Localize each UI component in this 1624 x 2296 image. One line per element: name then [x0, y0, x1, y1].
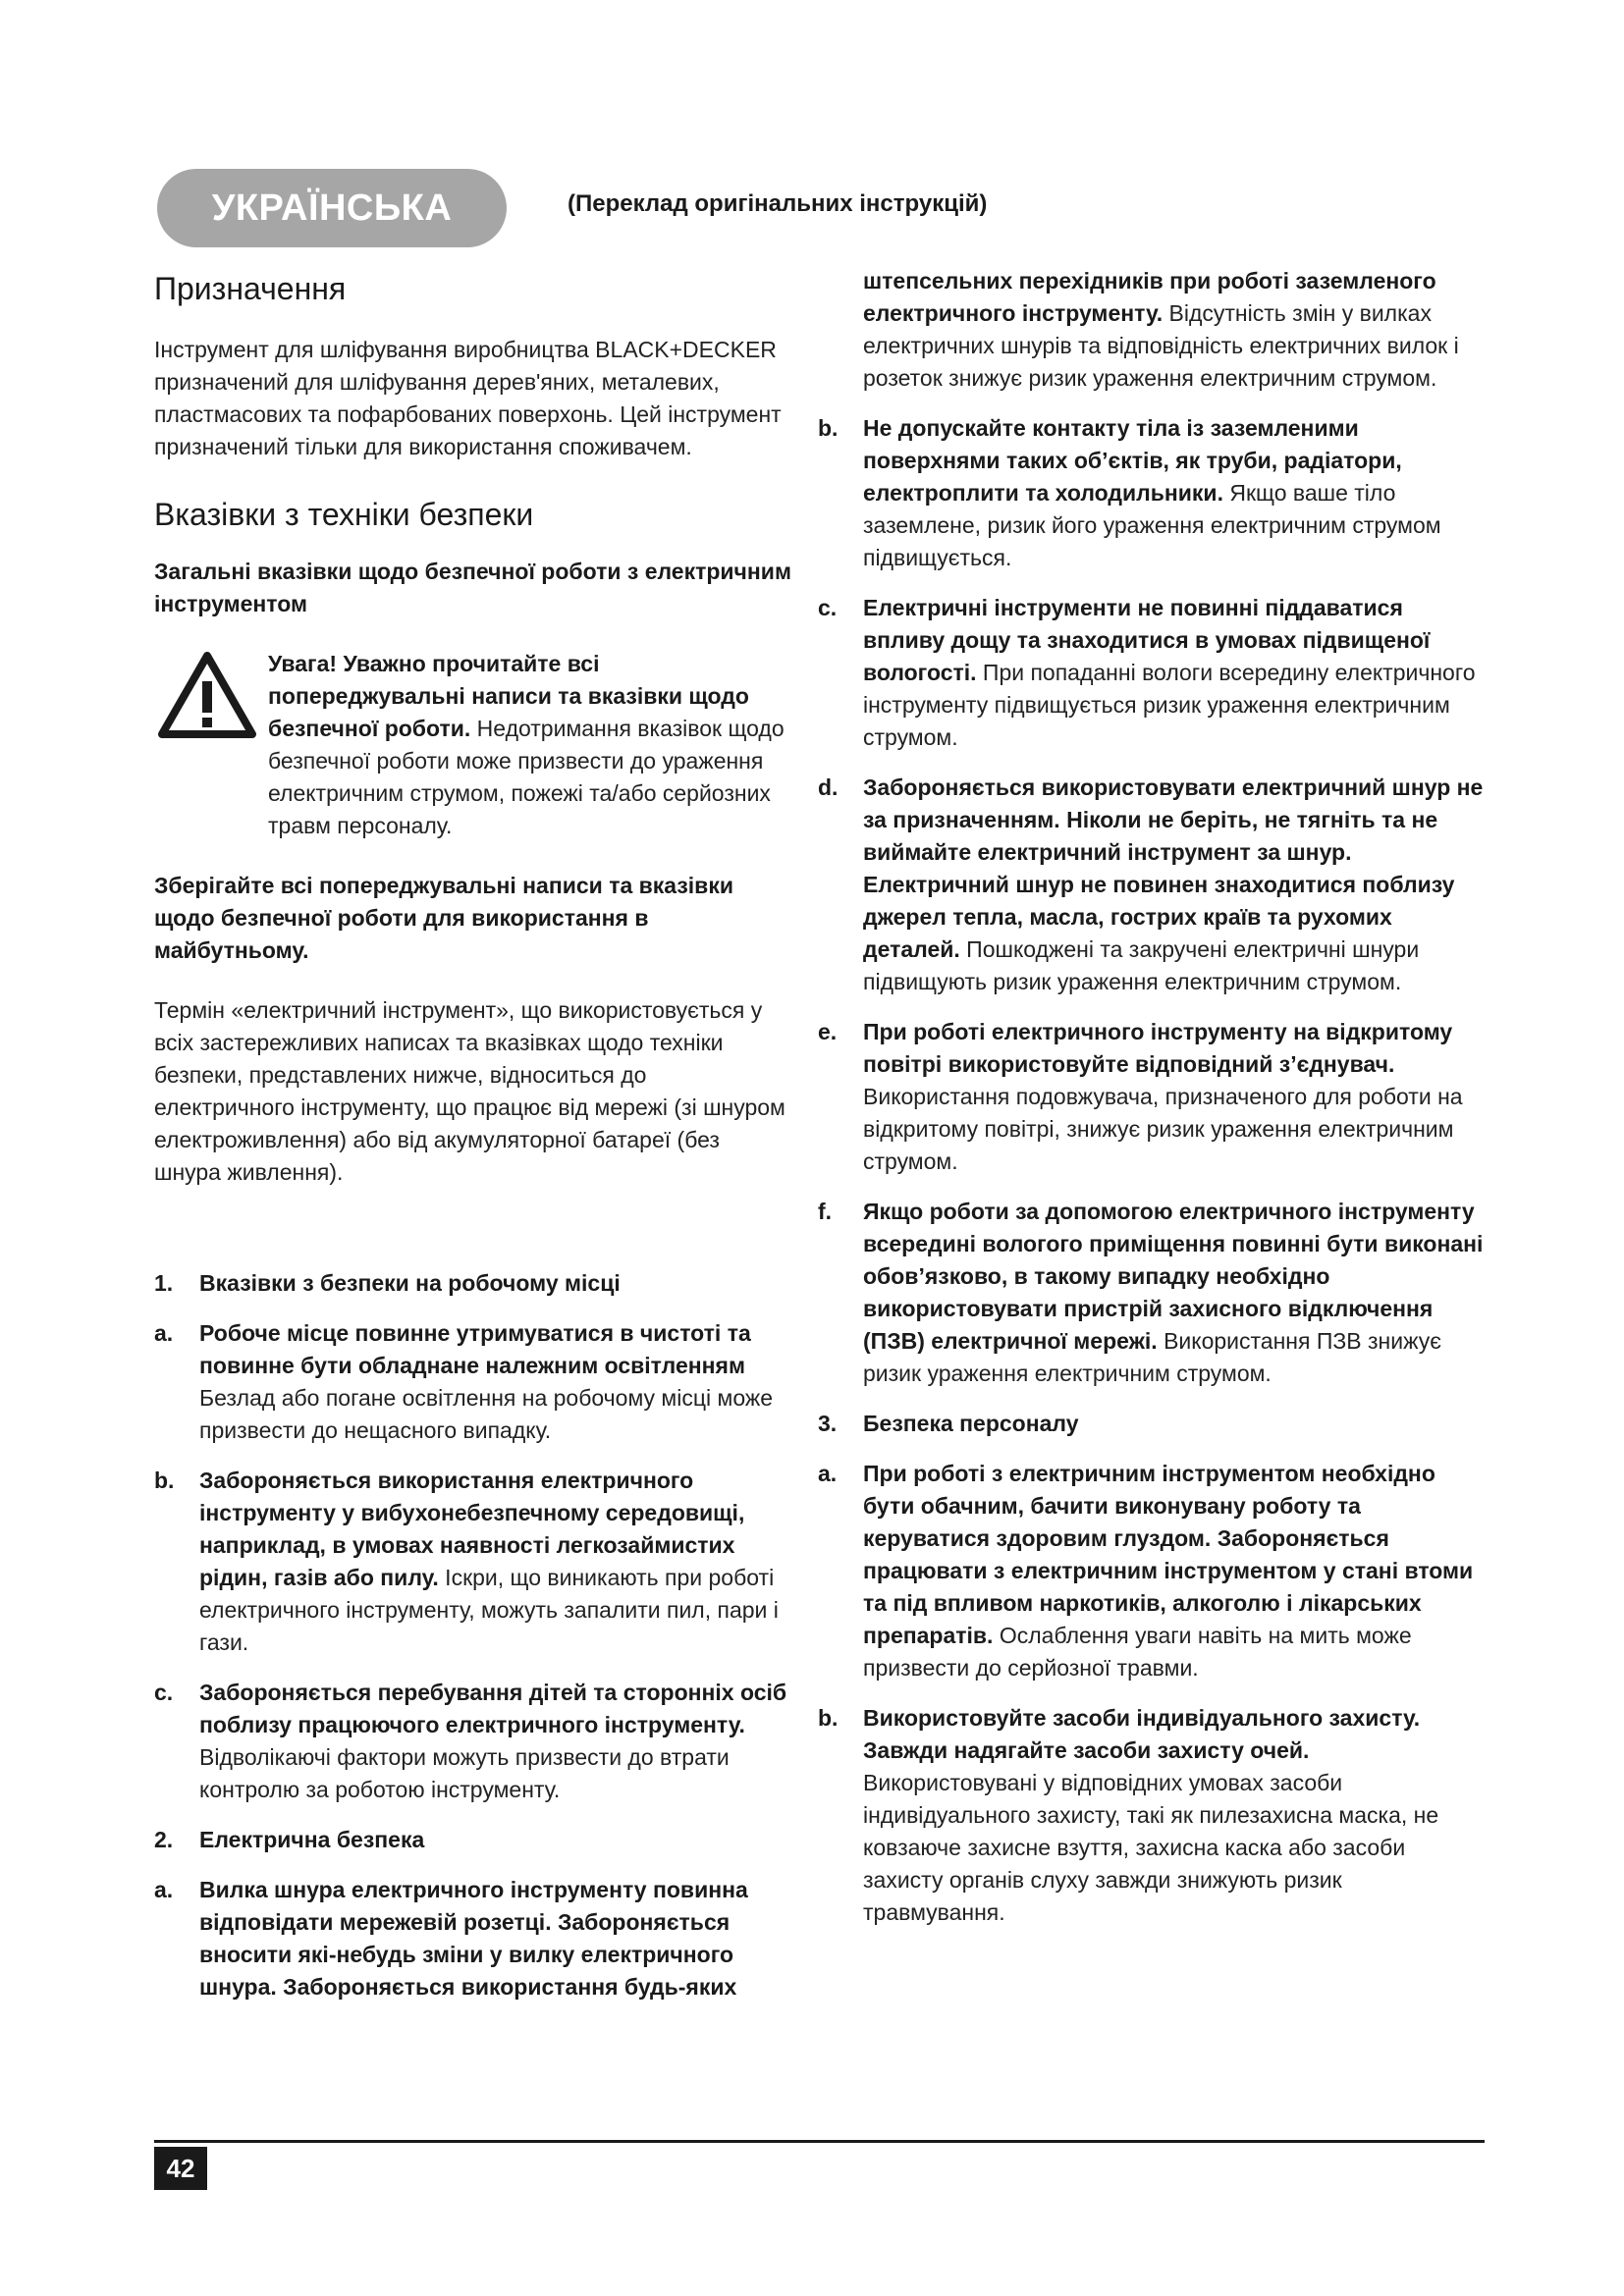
item-1c-text: Відволікаючі фактори можуть призвести до втрати контролю за роботою інструменту. [199, 1744, 730, 1802]
item-3a [818, 1458, 1486, 1684]
item-2a-label: a. [154, 1877, 174, 1902]
item-3a-bold: При роботі з електричним інструментом необхідно бути обачним, бачити виконувану роботу та керуватися здоровим глуздом. Забороняється працювати з електричним інструментом у стані втоми та під впливом наркотиків, алкоголю і лікарських препаратів. [863, 1461, 1474, 1648]
term-definition: Термін «електричний інструмент», що використовується у всіх застережливих написах та вказівках щодо техніки безпеки, представлених нижче, відноситься до електричного інструменту, що працює від мережі (зі шнуром електроживлення) або від акумуляторної батареї (без шнура живлення). [154, 997, 785, 1185]
item-2a-continued [818, 265, 1486, 395]
warning-triangle-icon [158, 652, 256, 738]
safety-heading: Вказівки з техніки безпеки [154, 497, 534, 532]
item-2d-label: d. [818, 774, 839, 800]
item-3b-label: b. [818, 1705, 839, 1731]
section-1-heading [154, 1267, 792, 1300]
purpose-heading: Призначення [154, 271, 347, 306]
item-2f [818, 1196, 1486, 1390]
item-2e-bold: При роботі електричного інструменту на відкритому повітрі використовуйте відповідний з’єднувач. [863, 1019, 1453, 1077]
item-1c-label: c. [154, 1680, 174, 1705]
item-1b [154, 1465, 792, 1659]
item-3b [818, 1702, 1486, 1929]
item-2f-bold: Якщо роботи за допомогою електричного інструменту всередині вологого приміщення повинні бути виконані обов’язково, в такому випадку необхідно використовувати пристрій захисного відключення (ПЗВ) електричної мережі. [863, 1199, 1484, 1354]
item-2e-text: Використання подовжувача, призначеного для роботи на відкритому повітрі, знижує ризик ураження електричним струмом. [863, 1084, 1463, 1174]
item-2f-text: Використання ПЗВ знижує ризик ураження електричним струмом. [863, 1328, 1441, 1386]
item-1b-bold: Забороняється використання електричного інструменту у вибухонебезпечному середовищі, наприклад, в умовах наявності легкозаймистих рідин, газів або пилу. [199, 1468, 745, 1590]
item-3b-bold: Використовуйте засоби індивідуального захисту. Завжди надягайте засоби захисту очей. [863, 1705, 1421, 1763]
warning-block [154, 648, 792, 842]
item-2a-cont-bold: штепсельних перехідників при роботі заземленого електричного інструменту. [863, 268, 1436, 326]
item-2c [818, 592, 1486, 754]
item-2f-label: f. [818, 1199, 833, 1224]
item-1b-label: b. [154, 1468, 175, 1493]
item-1c [154, 1677, 792, 1806]
section-3-heading [818, 1408, 1486, 1440]
footer-rule [154, 2140, 1485, 2143]
translation-note: (Переклад оригінальних інструкцій) [568, 190, 988, 217]
item-2b-label: b. [818, 415, 839, 441]
section-2-heading [154, 1824, 792, 1856]
item-1c-bold: Забороняється перебування дітей та сторонніх осіб поблизу працюючого електричного інструменту. [199, 1680, 787, 1737]
item-2b-text: Якщо ваше тіло заземлене, ризик його ураження електричним струмом підвищується. [863, 480, 1441, 570]
item-2b-bold: Не допускайте контакту тіла із заземленими поверхнями таких об’єктів, як труби, радіатори, електроплити та холодильники. [863, 415, 1402, 506]
language-badge: УКРАЇНСЬКА [157, 169, 507, 247]
item-2c-bold: Електричні інструменти не повинні піддаватися впливу дощу та знаходитися в умовах підвищеної вологості. [863, 595, 1431, 685]
section-2-number: 2. [154, 1827, 174, 1852]
page-number: 42 [154, 2147, 207, 2190]
item-1a-label: a. [154, 1320, 174, 1346]
item-1a-bold: Робоче місце повинне утримуватися в чистоті та повинне бути обладнане належним освітленням [199, 1320, 751, 1378]
item-1b-text: Іскри, що виникають при роботі електричного інструменту, можуть запалити пил, пари і гази. [199, 1565, 779, 1655]
item-2c-label: c. [818, 595, 838, 620]
item-2a-cont-text: Відсутність змін у вилках електричних шнурів та відповідність електричних вилок і розеток знижує ризик ураження електричним струмом. [863, 300, 1459, 391]
item-2b [818, 412, 1486, 574]
section-1-title: Вказівки з безпеки на робочому місці [199, 1270, 621, 1296]
item-1a-text: Безлад або погане освітлення на робочому місці може призвести до нещасного випадку. [199, 1385, 774, 1443]
section-2-title: Електрична безпека [199, 1827, 425, 1852]
right-column [818, 265, 1486, 1929]
item-2d [818, 772, 1486, 998]
item-3b-text: Використовувані у відповідних умовах засоби індивідуального захисту, такі як пилезахисна маска, не ковзаюче захисне взуття, захисна каска або засоби захисту органів слуху завжди знижують ризик травмування. [863, 1770, 1439, 1925]
warning-rest: Недотримання вказівок щодо безпечної роботи може призвести до ураження електричним струмом, пожежі та/або серйозних травм персоналу. [268, 716, 785, 838]
item-2a [154, 1874, 792, 2003]
section-3-number: 3. [818, 1411, 838, 1436]
save-instructions: Зберігайте всі попереджувальні написи та вказівки щодо безпечної роботи для використання в майбутньому. [154, 873, 733, 963]
purpose-text: Інструмент для шліфування виробництва BLACK+DECKER призначений для шліфування дерев'яних, металевих, пластмасових та пофарбованих поверхонь. Цей інструмент призначений тільки для використання споживачем. [154, 337, 782, 459]
left-column [154, 265, 792, 2003]
item-2a-bold: Вилка шнура електричного інструменту повинна відповідати мережевій розетці. Забороняється вносити які-небудь зміни у вилку електричного шнура. Забороняється використання будь-яких [199, 1877, 748, 2000]
general-subheading: Загальні вказівки щодо безпечної роботи з електричним інструментом [154, 559, 791, 616]
item-1a [154, 1317, 792, 1447]
section-1-number: 1. [154, 1270, 174, 1296]
item-3a-text: Ослаблення уваги навіть на мить може призвести до серйозної травми. [863, 1623, 1412, 1681]
item-3a-label: a. [818, 1461, 838, 1486]
section-3-title: Безпека персоналу [863, 1411, 1079, 1436]
item-2e [818, 1016, 1486, 1178]
warning-bold: Увага! Уважно прочитайте всі попереджувальні написи та вказівки щодо безпечної роботи. [268, 651, 749, 741]
item-2d-bold: Забороняється використовувати електричний шнур не за призначенням. Ніколи не беріть, не тягніть та не виймайте електричний інструмент за шнур. Електричний шнур не повинен знаходитися поблизу джерел тепла, масла, гострих країв та рухомих деталей. [863, 774, 1484, 962]
item-2e-label: e. [818, 1019, 838, 1044]
item-2c-text: При попаданні вологи всередину електричного інструменту підвищується ризик ураження електричним струмом. [863, 660, 1476, 750]
item-2d-text: Пошкоджені та закручені електричні шнури підвищують ризик ураження електричним струмом. [863, 936, 1420, 994]
